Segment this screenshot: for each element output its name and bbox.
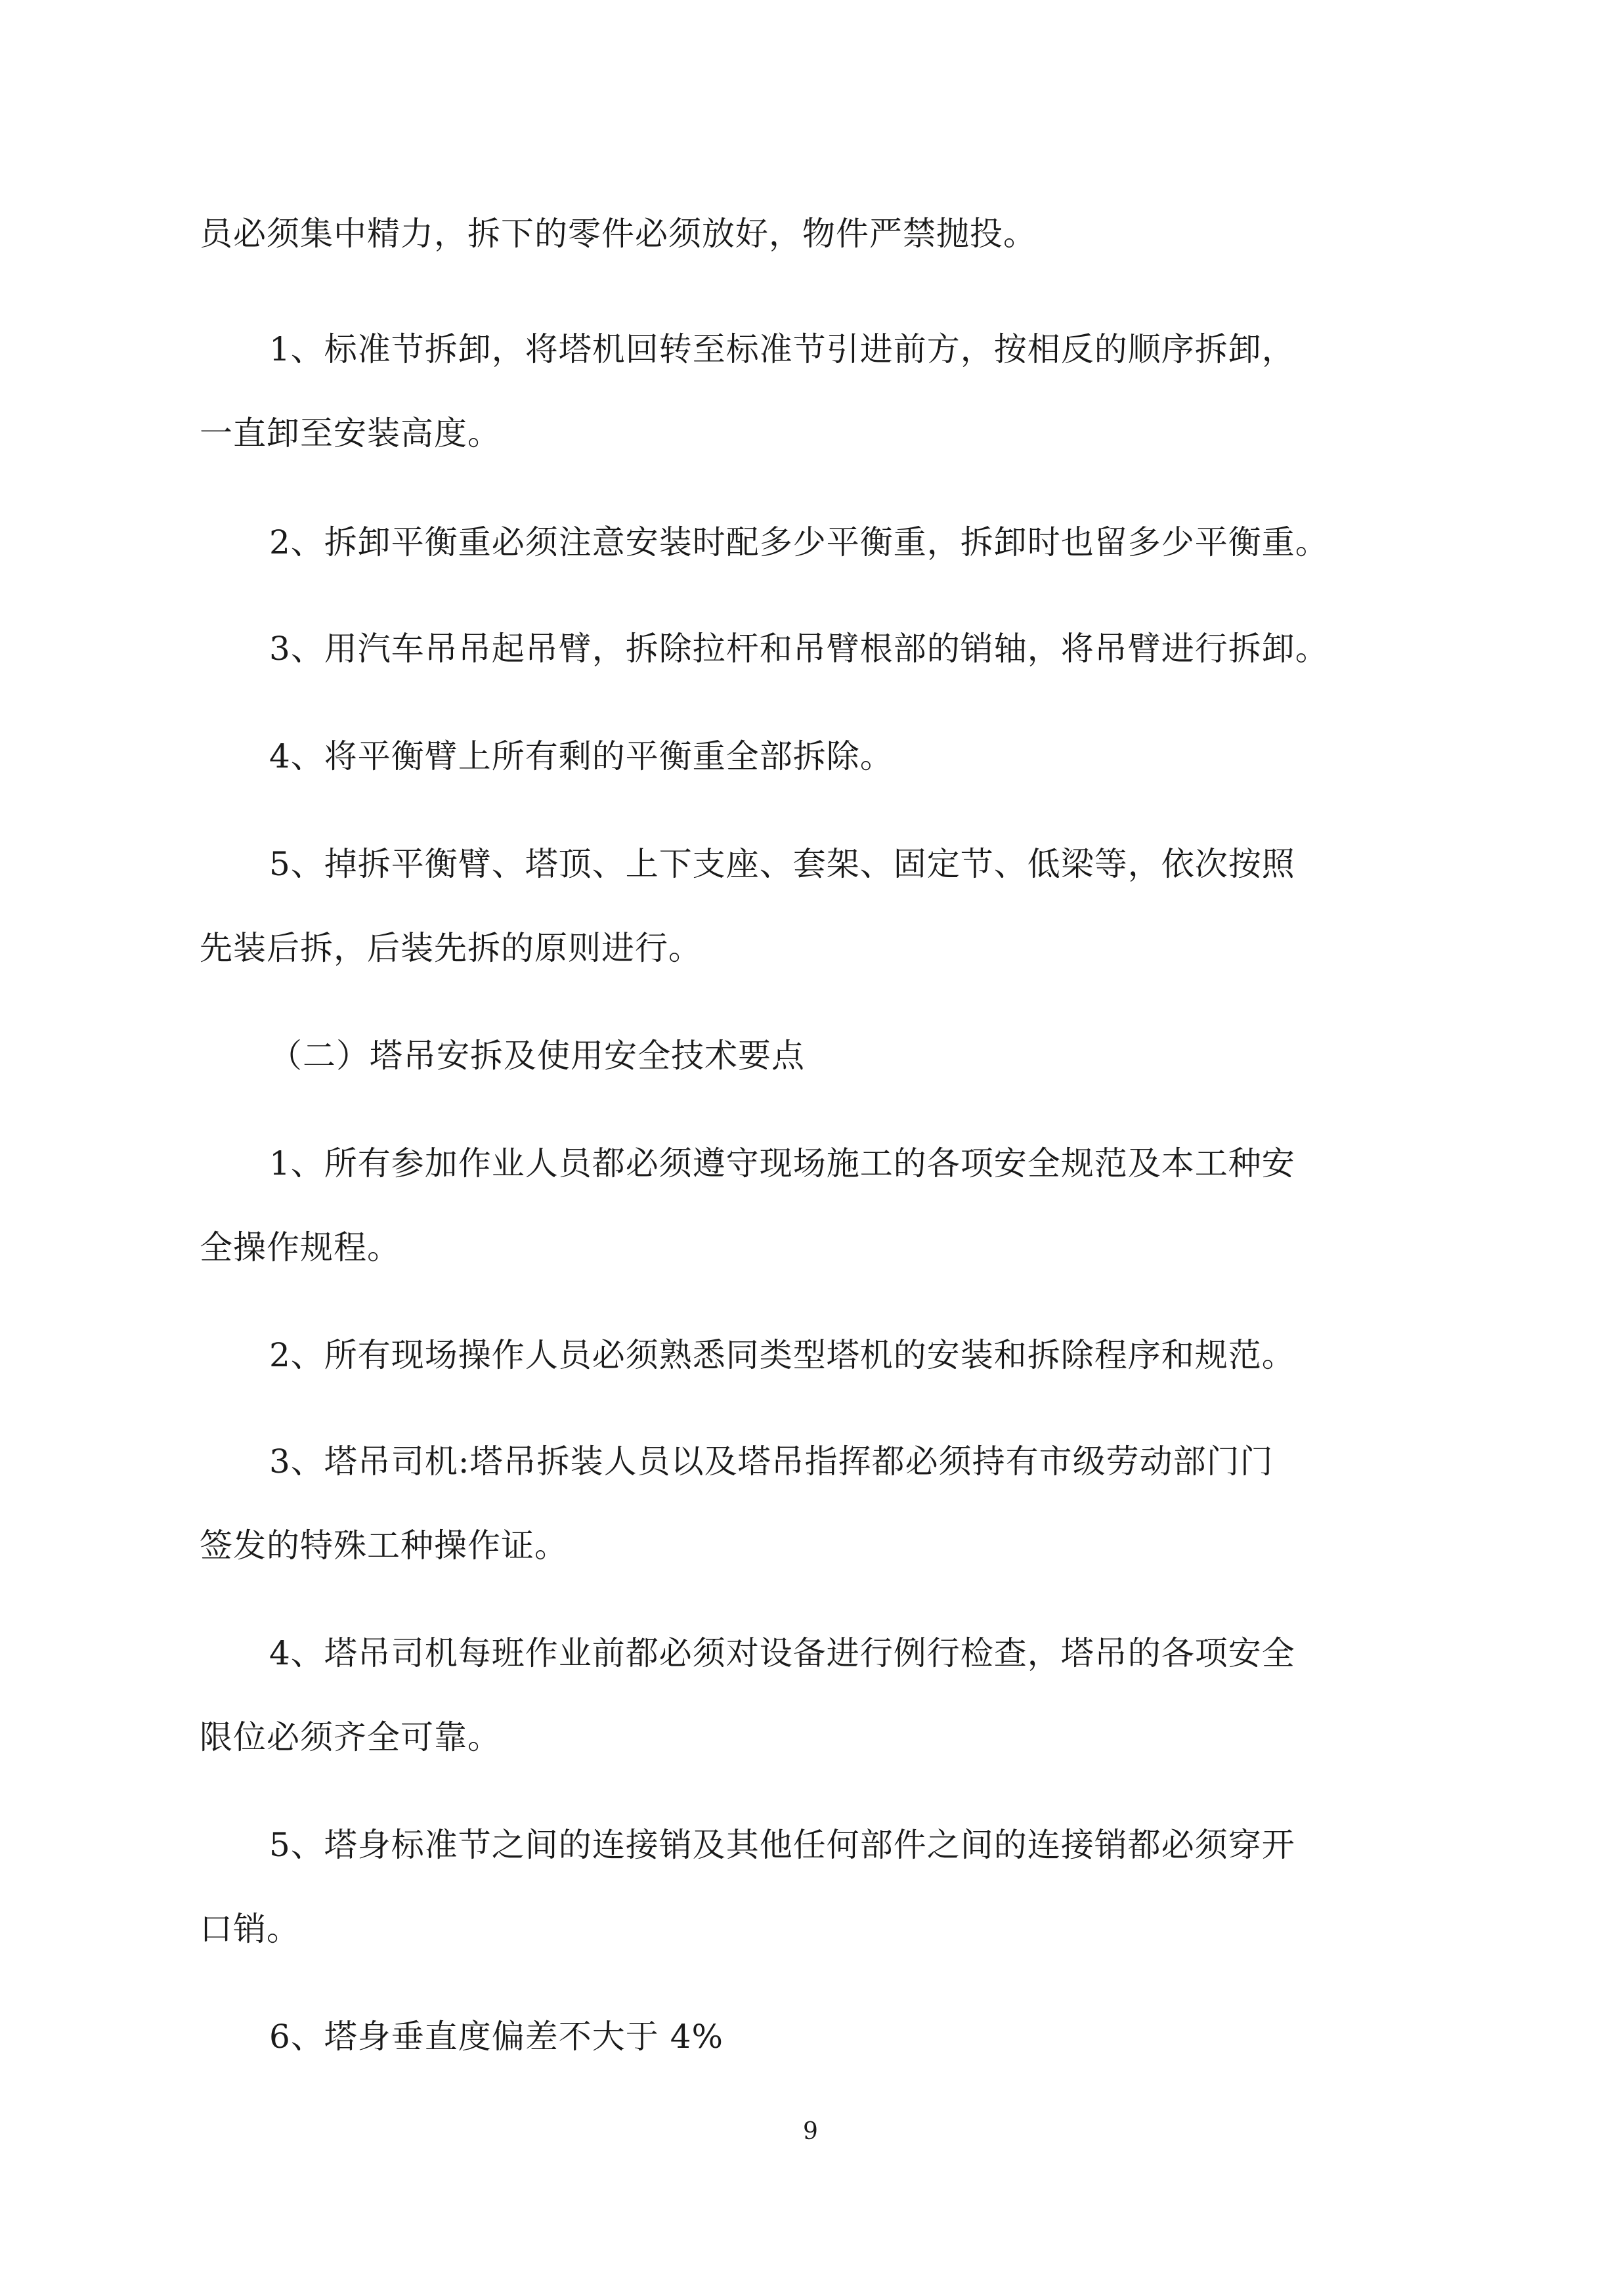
list-item-1-line-2: 一直卸至安装高度。: [200, 414, 501, 452]
section-heading: （二）塔吊安拆及使用安全技术要点: [269, 1037, 805, 1075]
safety-item-3-line-2: 签发的特殊工种操作证。: [200, 1527, 568, 1565]
list-item-2: 2、拆卸平衡重必须注意安装时配多少平衡重，拆卸时也留多少平衡重。: [269, 523, 1329, 561]
safety-item-5-line-1: 5、塔身标准节之间的连接销及其他任何部件之间的连接销都必须穿开: [269, 1826, 1295, 1864]
list-item-5-line-1: 5、掉拆平衡臂、塔顶、上下支座、套架、固定节、低梁等，依次按照: [269, 845, 1295, 883]
list-item-3: 3、用汽车吊吊起吊臂，拆除拉杆和吊臂根部的销轴，将吊臂进行拆卸。: [269, 630, 1329, 668]
safety-item-6: 6、塔身垂直度偏差不大于 4%: [269, 2018, 724, 2056]
safety-item-4-line-1: 4、塔吊司机每班作业前都必须对设备进行例行检查，塔吊的各项安全: [269, 1634, 1295, 1672]
safety-item-4-line-2: 限位必须齐全可靠。: [200, 1718, 501, 1756]
list-item-1-line-1: 1、标准节拆卸，将塔机回转至标准节引进前方，按相反的顺序拆卸，: [269, 330, 1295, 368]
list-item-4: 4、将平衡臂上所有剩的平衡重全部拆除。: [269, 737, 894, 775]
safety-item-5-line-2: 口销。: [200, 1910, 300, 1948]
safety-item-2: 2、所有现场操作人员必须熟悉同类型塔机的安装和拆除程序和规范。: [269, 1336, 1295, 1374]
safety-item-3-line-1: 3、塔吊司机:塔吊拆装人员以及塔吊指挥都必须持有市级劳动部门门: [269, 1442, 1274, 1481]
list-item-5-line-2: 先装后拆，后装先拆的原则进行。: [200, 929, 702, 967]
text-line-continuation: 员必须集中精力，拆下的零件必须放好，物件严禁抛投。: [200, 215, 1037, 253]
page-number: 9: [803, 2118, 818, 2145]
safety-item-1-line-2: 全操作规程。: [200, 1228, 400, 1267]
safety-item-1-line-1: 1、所有参加作业人员都必须遵守现场施工的各项安全规范及本工种安: [269, 1144, 1295, 1182]
